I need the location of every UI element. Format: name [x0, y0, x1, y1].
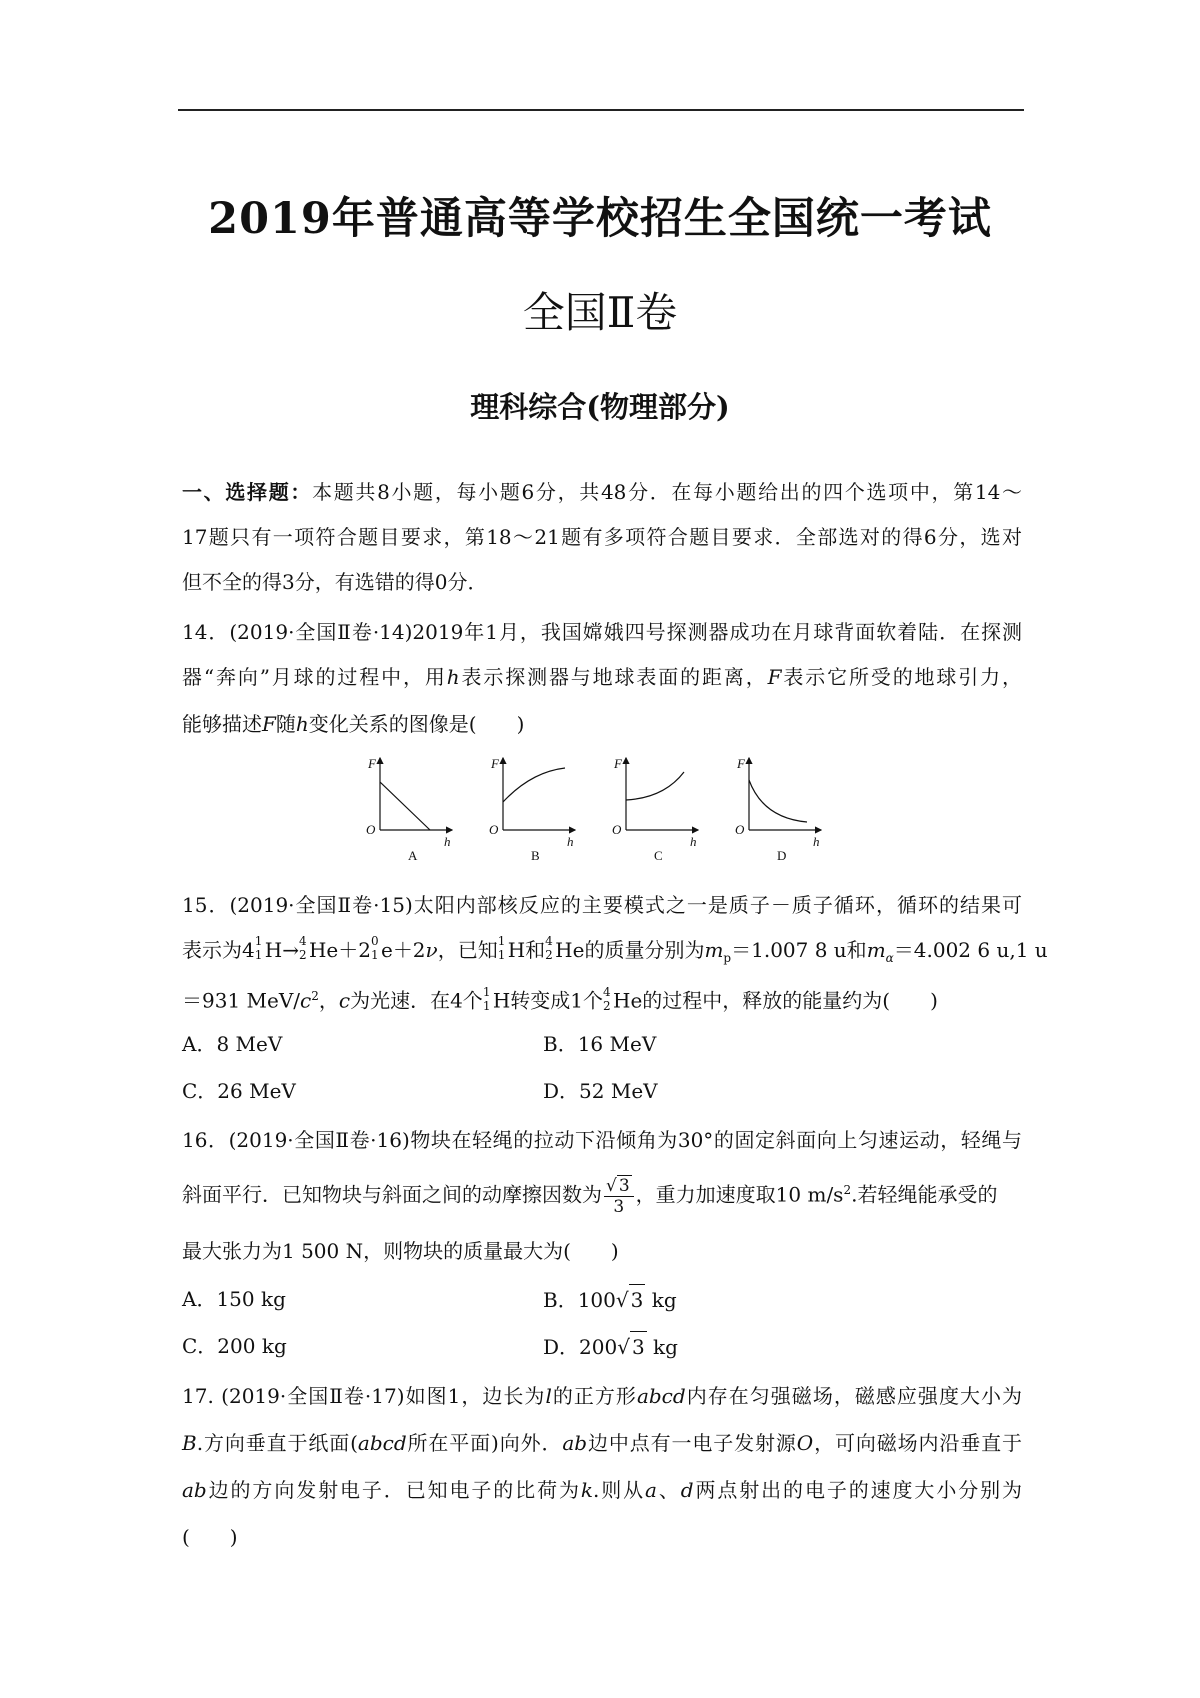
y-axis-label: F	[368, 756, 376, 771]
nuclide-He: 4 2	[298, 934, 307, 962]
q15-line3: ＝931 MeV/$c^2$，c为光速．在4个 1 1 H转变成1个 4 2 He的过程中，释放的能量约为( )	[182, 984, 938, 1013]
origin-label: O	[489, 822, 499, 837]
curve-A	[380, 782, 430, 830]
q17-line2: B.方向垂直于纸面(abcd所在平面)向外．ab边中点有一电子发射源O，可向磁场内沿垂直于	[182, 1431, 1023, 1455]
q16-option-b: B．100√ 3 kg	[543, 1284, 677, 1315]
section-text: 本题共8小题，每小题6分，共48分．在每小题给出的四个选项中，第14～	[312, 480, 1023, 504]
graph-B	[489, 756, 575, 863]
section-heading: 一、选择题：	[182, 480, 313, 504]
q16-line1: 16．(2019·全国Ⅱ卷·16)物块在轻绳的拉动下沿倾角为30°的固定斜面向上匀速运动，轻绳与	[182, 1128, 1022, 1152]
x-axis-label: h	[813, 834, 820, 849]
section-instructions-line1	[182, 477, 1022, 507]
q16-option-a: A．150 kg	[182, 1287, 286, 1311]
q14-line1: 14．(2019·全国Ⅱ卷·14)2019年1月，我国嫦娥四号探测器成功在月球背面软着陆．在探测	[182, 620, 1022, 644]
top-rule	[178, 109, 1024, 111]
q15-option-b: B．16 MeV	[543, 1032, 657, 1056]
curve-C	[626, 772, 684, 800]
x-axis-label: h	[690, 834, 697, 849]
graph-A	[366, 756, 452, 863]
q15-line2: 表示为4 1 1 H→ 4 2 He＋2 0 1 e＋2ν，已知 1 1 H和 4 2 He的质量分别为$m_p=1.007$ 8 u和$m_\alpha=4.002$ 6 u,1 u	[182, 934, 1048, 965]
nuclide-H: 1 1	[254, 934, 263, 962]
q14-line3: 能够描述F随h变化关系的图像是( )	[182, 712, 525, 736]
friction-fraction: $\frac{√ 3}{3}$	[604, 1175, 634, 1217]
q15-option-c: C．26 MeV	[182, 1079, 296, 1103]
graph-C	[612, 756, 698, 863]
x-axis-label: h	[444, 834, 451, 849]
subject-title: 理科综合(物理部分)	[470, 390, 730, 424]
exam-title: 2019年普通高等学校招生全国统一考试	[208, 194, 992, 244]
q15-option-d: D．52 MeV	[543, 1079, 658, 1103]
origin-label: O	[612, 822, 622, 837]
q15-option-a: A．8 MeV	[182, 1032, 283, 1056]
graph-letter: B	[531, 848, 540, 863]
y-axis-label: F	[491, 756, 499, 771]
y-axis-label: F	[737, 756, 745, 771]
graph-D	[735, 756, 821, 863]
curve-D	[749, 780, 807, 822]
q15-line1: 15．(2019·全国Ⅱ卷·15)太阳内部核反应的主要模式之一是质子－质子循环，循环的结果可	[182, 893, 1022, 917]
section-instructions-line2: 17题只有一项符合题目要求，第18～21题有多项符合题目要求．全部选对的得6分，选对	[182, 525, 1022, 549]
section-instructions-line3: 但不全的得3分，有选错的得0分．	[182, 570, 488, 594]
q16-line2: 斜面平行．已知物块与斜面之间的动摩擦因数为 $\frac{√ 3}{3}$ ，重力加速度取10 $m/s^2$.若轻绳能承受的	[182, 1176, 998, 1218]
graph-letter: D	[777, 848, 787, 863]
q14-line2: 器“奔向”月球的过程中，用h表示探测器与地球表面的距离，F表示它所受的地球引力，	[182, 665, 1023, 689]
q17-line1: 17. (2019·全国Ⅱ卷·17)如图1，边长为l的正方形abcd内存在匀强磁场，磁感应强度大小为	[182, 1384, 1023, 1408]
graph-letter: A	[408, 848, 418, 863]
graph-letter: C	[654, 848, 663, 863]
q16-line3: 最大张力为1 500 N，则物块的质量最大为( )	[182, 1239, 619, 1263]
x-axis-label: h	[567, 834, 574, 849]
q17-line3: ab边的方向发射电子．已知电子的比荷为k.则从a、d两点射出的电子的速度大小分别为	[182, 1478, 1023, 1502]
q17-line4: ( )	[182, 1525, 238, 1549]
paper-name: 全国Ⅱ卷	[522, 288, 678, 337]
q14-graphs	[366, 754, 840, 864]
curve-B	[503, 768, 565, 802]
nuclide-e: 0 1	[370, 934, 379, 962]
q16-option-d: D．200√ 3 kg	[543, 1331, 678, 1362]
origin-label: O	[366, 822, 376, 837]
q16-option-c: C．200 kg	[182, 1334, 287, 1358]
origin-label: O	[735, 822, 745, 837]
y-axis-label: F	[614, 756, 622, 771]
